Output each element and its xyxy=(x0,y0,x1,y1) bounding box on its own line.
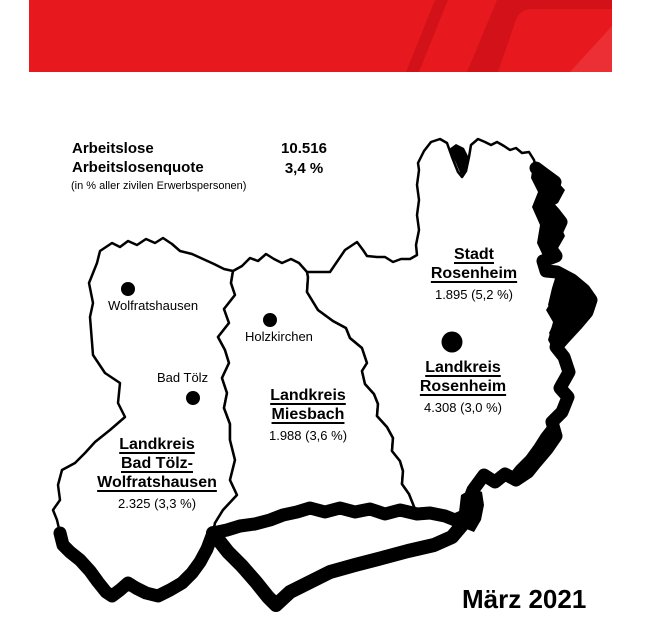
unemployment-rate-value: 3,4 % xyxy=(284,160,324,177)
district-value: 1.988 (3,6 %) xyxy=(268,428,348,443)
district-label-stadt-rosenheim xyxy=(431,245,517,303)
city-dot-bad-toelz xyxy=(186,391,200,405)
city-label-holzkirchen: Holzkirchen xyxy=(245,329,313,344)
rate-definition-note: (in % aller zivilen Erwerbspersonen) xyxy=(71,180,247,192)
district-name-line: Rosenheim xyxy=(419,378,507,395)
unemployment-rate-label: Arbeitslosenquote xyxy=(72,159,204,176)
unemployed-value: 10.516 xyxy=(281,140,327,157)
district-value: 4.308 (3,0 %) xyxy=(423,400,503,415)
district-name-line: Bad Tölz- xyxy=(120,455,193,472)
district-label-bad-toelz-wolfratshausen xyxy=(97,435,217,512)
district-label-landkreis-rosenheim xyxy=(420,358,506,416)
city-label-bad-toelz: Bad Tölz xyxy=(157,370,209,385)
district-name-line: Miesbach xyxy=(271,406,345,423)
district-value: 1.895 (5,2 %) xyxy=(434,287,514,302)
city-dot-stadt-rosenheim xyxy=(442,332,463,353)
district-name-line: Landkreis xyxy=(119,436,195,453)
district-name-line: Rosenheim xyxy=(430,265,518,282)
city-dot-wolfratshausen xyxy=(121,282,135,296)
district-name-line: Landkreis xyxy=(425,359,501,376)
unemployed-label: Arbeitslose xyxy=(72,140,154,157)
district-name-line: Stadt xyxy=(454,246,494,263)
city-dot-holzkirchen xyxy=(263,313,277,327)
district-name-line: Wolfratshausen xyxy=(97,474,217,491)
district-value: 2.325 (3,3 %) xyxy=(117,496,197,511)
city-label-wolfratshausen: Wolfratshausen xyxy=(108,298,199,313)
district-name-line: Landkreis xyxy=(270,387,346,404)
district-label-landkreis-miesbach xyxy=(269,386,347,444)
report-period: März 2021 xyxy=(462,584,587,614)
